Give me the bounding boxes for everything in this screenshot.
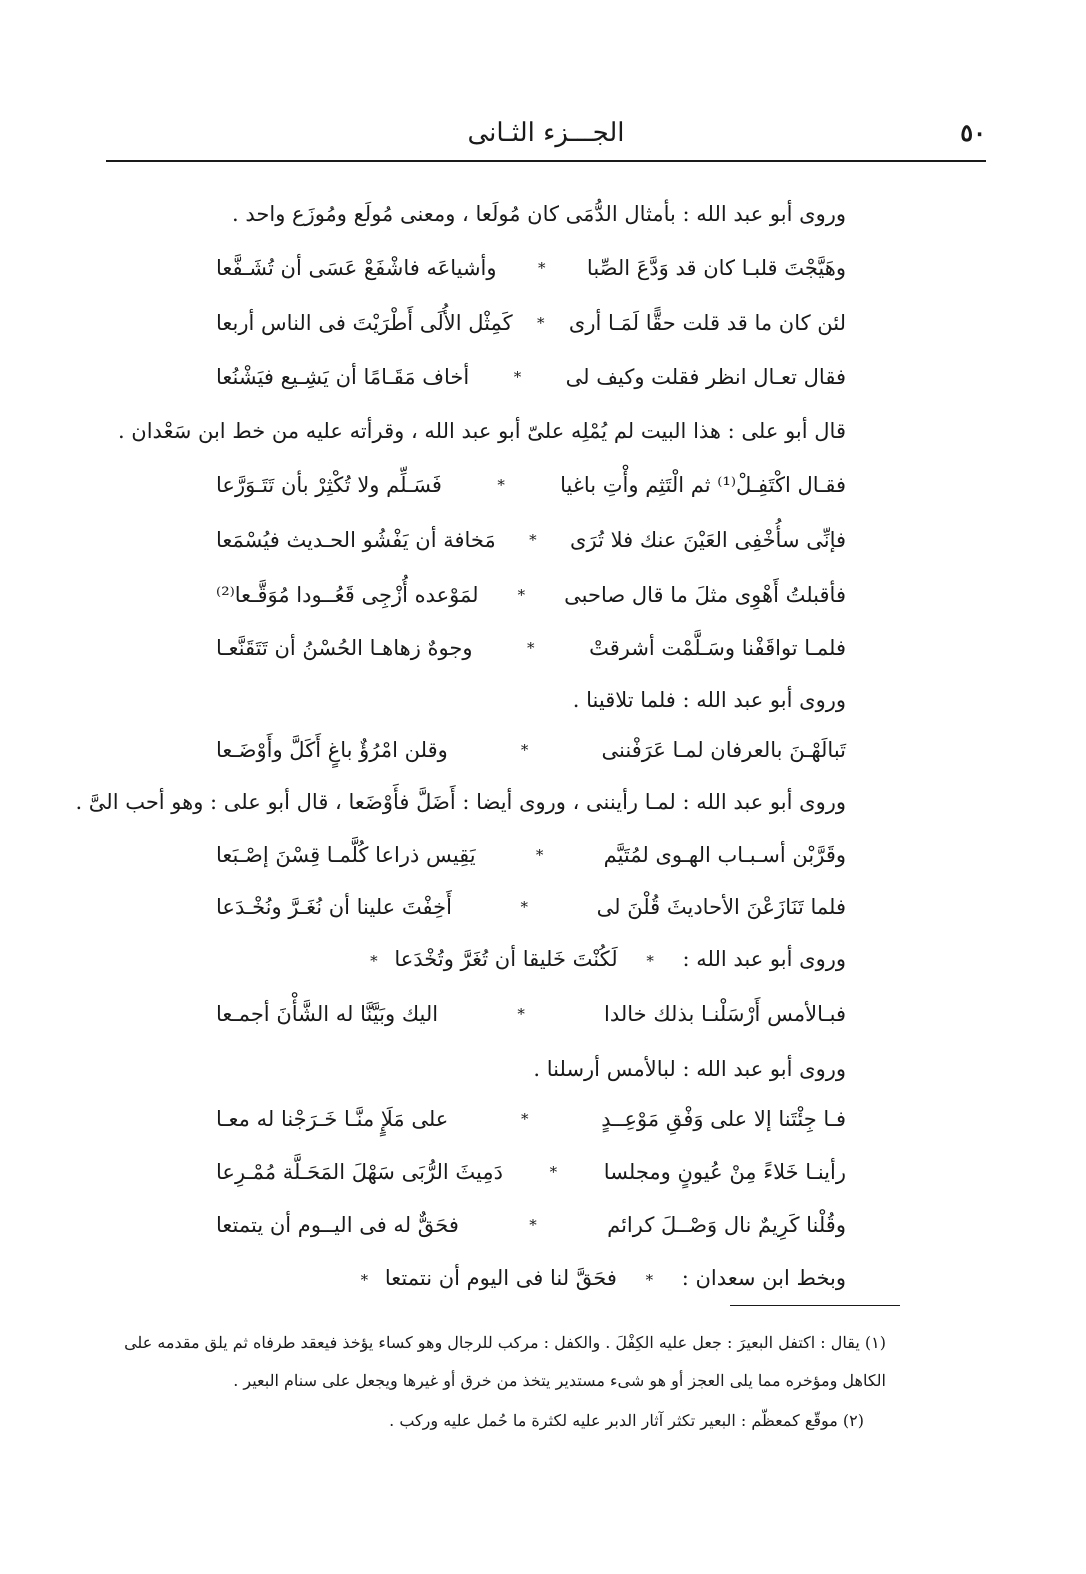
verse-variant: فحَقَّ لنا فى اليوم أن نتمتعا: [384, 1266, 617, 1290]
verse-hemistich: يَقِيس ذراعا كُلَّمـا قِسْنَ إصْـبَعا: [216, 843, 476, 867]
verse-hemistich: فبـالأمس أَرْسَلْنـا بذلك خالدا: [604, 1002, 846, 1026]
verse-separator: *: [549, 1163, 558, 1181]
header-rule: [106, 160, 986, 162]
verse-hemistich: فَسَـلِّم ولا تُكْثِرْ بأن تَتَـوَرَّعا: [216, 473, 442, 497]
verse-hemistich: فقال تعـال انظر فقلت وكيف لى: [565, 365, 846, 389]
verse-separator: *: [360, 1271, 369, 1289]
verse-hemistich: وقَرَّبْن أسـبـاب الهـوى لمُتَيَّم: [603, 843, 846, 867]
verse-hemistich: فقـال اكْتَفِـلْ⁽¹⁾ ثم الْتَثِم وأْتِ باغيا: [560, 473, 846, 497]
page-header: [106, 118, 986, 158]
verse-separator: *: [520, 898, 529, 916]
verse-hemistich: على مَلَإٍ منَّـا خَـرَجْنا له معـا: [216, 1107, 449, 1131]
prose-line: [351, 1261, 846, 1297]
verse-separator: *: [529, 1216, 537, 1234]
verse-separator: *: [520, 741, 529, 759]
verse-hemistich: لمَوْعده أُزْجِى قَعُــودا مُوَقَّـعا⁽²⁾: [216, 583, 479, 607]
verse-line: [216, 1208, 846, 1242]
verse-hemistich: لئن كان ما قد قلت حقًّا لَمَـا أرى: [568, 311, 846, 335]
verse-line: [216, 360, 846, 394]
verse-line: [216, 306, 846, 340]
verse-line: [216, 631, 846, 665]
verse-line: [216, 1155, 846, 1189]
verse-hemistich: وقلن امْرُؤٌ باغٍ أَكَلَّ وأَوْضَـعا: [216, 738, 448, 762]
verse-separator: *: [527, 639, 535, 657]
footnote-line: الكاهل ومؤخره مما يلى العجز أو هو شىء مستدير يتخذ من خرق أو غيرها ويجعل على سنام البعير .: [233, 1371, 886, 1390]
prose-line: وروى أبو عبد الله : لبالأمس أرسلنا .: [533, 1057, 846, 1081]
verse-variant: لَكُنْتَ خَليقا أن تُغَرَّ وتُخْدَعا: [394, 947, 618, 971]
verse-separator: *: [529, 531, 537, 549]
prose-lead: وبخط ابن سعدان :: [681, 1266, 846, 1290]
verse-line: [216, 1102, 846, 1136]
verse-separator: *: [537, 259, 546, 277]
verse-hemistich: مَخافة أن يَفْشُو الحـديث فيُسْمَعا: [216, 528, 496, 552]
verse-separator: *: [645, 1271, 654, 1289]
verse-hemistich: اليك وبَيَّنَّا له الشَّأْنَ أجمـعا: [216, 1002, 439, 1026]
prose-line: قال أبو على : هذا البيت لم يُمْلِه علىّ أبو عبد الله ، وقرأته عليه من خط ابن سَعْدان .: [117, 419, 846, 443]
prose-line: وروى أبو عبد الله : فلما تلاقينا .: [572, 688, 846, 712]
verse-hemistich: فـا جِئْتَنا إلا على وَفْقِ مَوْعِــدٍ: [601, 1107, 846, 1131]
verse-hemistich: أَخِفْتَ علينا أن نُغَـرَّ ونُخْـدَعا: [216, 895, 452, 919]
footnote-line: (١) يقال : اكتفل البعيرَ : جعل عليه الكِفْلَ . والكفل : مركب للرجال وهو كساء يؤخذ فيعقد طرفاه ثم يلق مقدمه على: [124, 1333, 886, 1352]
verse-line: [216, 838, 846, 872]
running-title: الجـــزء الثـانى: [467, 118, 625, 148]
page-number: ٥٠: [960, 118, 986, 147]
verse-line: [216, 251, 846, 285]
verse-hemistich: أخاف مَقَـامًا أن يَشِـيع فيَشْنُعا: [216, 365, 470, 389]
verse-separator: *: [517, 1005, 525, 1023]
verse-line: [216, 578, 846, 612]
verse-separator: *: [521, 1110, 529, 1128]
verse-hemistich: رأينـا خَلاءً مِنْ عُيونٍ ومجلسا: [603, 1160, 846, 1184]
verse-separator: *: [537, 314, 545, 332]
verse-hemistich: دَمِيثَ الرُّبَى سَهْلَ المَحَـلَّة مُمْـرِعا: [216, 1160, 503, 1184]
verse-separator: *: [517, 586, 526, 604]
verse-hemistich: وقُلْنا كَرِيمٌ نال وَصْــلَ كرائم: [607, 1213, 846, 1237]
verse-separator: *: [497, 476, 505, 494]
verse-separator: *: [513, 368, 522, 386]
prose-line: وروى أبو عبد الله : بأمثال الدُّمَى كان مُولَعا ، ومعنى مُولَع ومُوزَع واحد .: [232, 202, 846, 226]
verse-hemistich: وأشياعَه فاشْفَعْ عَسَى أن تُشَـفَّعا: [216, 256, 497, 280]
verse-hemistich: فأقبلتُ أَهْوِى مثلَ ما قال صاحبى: [564, 583, 846, 607]
prose-line: [360, 942, 846, 978]
prose-lead: وروى أبو عبد الله :: [682, 947, 846, 971]
footnote-line: (٢) موقّع كمعظّم : البعير تكثر آثار الدبر عليه لكثرة ما حُمل عليه وركب .: [389, 1411, 864, 1430]
footnote-rule: [730, 1305, 900, 1306]
prose-line: وروى أبو عبد الله : لمـا رأيننى ، وروى أيضا : أَضَلَّ فأَوْضَعا ، قال أبو على : وهو أحب الىَّ .: [75, 790, 846, 814]
verse-hemistich: فلمـا تواقَفْنا وسَـلَّمْت أشرقتْ: [589, 636, 846, 660]
verse-hemistich: وهَيَّجْتَ قلبـا كان قد وَدَّعَ الصِّبا: [586, 256, 846, 280]
verse-hemistich: كَمِثْل الأُلَى أَطْرَيْتَ فى الناس أربعا: [216, 311, 513, 335]
verse-separator: *: [535, 846, 544, 864]
verse-line: [216, 523, 846, 557]
verse-line: [216, 890, 846, 924]
verse-separator: *: [646, 952, 654, 970]
verse-line: [216, 733, 846, 767]
verse-line: [216, 997, 846, 1031]
verse-hemistich: فلما تَنَازَعْنَ الأحاديثَ قُلْنَ لى: [596, 895, 846, 919]
verse-line: [216, 468, 846, 502]
verse-hemistich: فإنِّى سأُخْفِى العَيْنَ عنك فلا تُرَى: [570, 528, 846, 552]
verse-hemistich: تَبالَهْـنَ بالعرفان لمـا عَرَفْننى: [601, 738, 846, 762]
verse-hemistich: وجوهٌ زهاهـا الحُسْنُ أن تَتَقَنَّعـا: [216, 636, 473, 660]
verse-hemistich: فحَقٌّ له فى اليــوم أن يتمتعا: [216, 1213, 459, 1237]
verse-separator: *: [370, 952, 378, 970]
